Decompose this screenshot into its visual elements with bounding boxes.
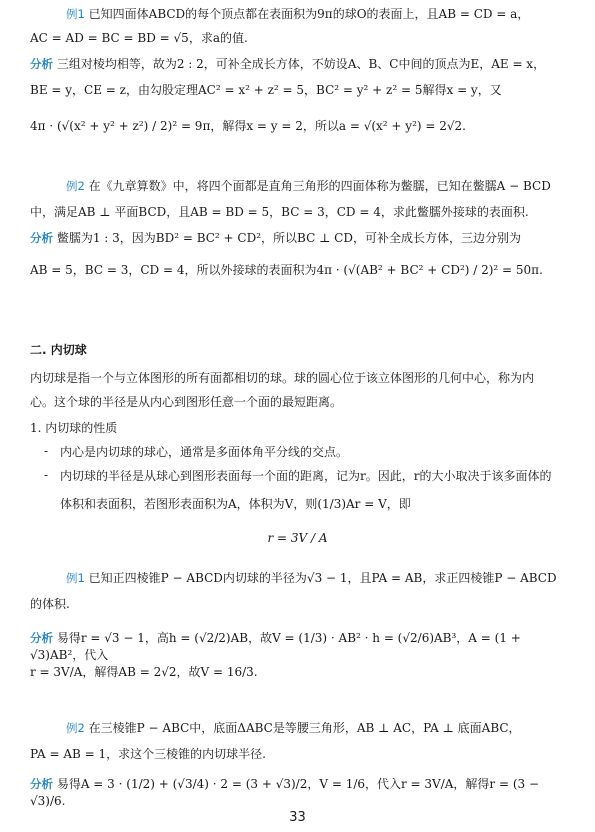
example-text: 在三棱锥P − ABC中，底面ΔABC是等腰三角形，AB ⊥ AC，PA ⊥ 底面ABC， <box>88 721 521 735</box>
bullet-dash: - <box>44 468 49 482</box>
analysis-1-line-3: 4π · (√(x² + y² + z²) / 2)² = 9π，解得x = y = 2，所以a = √(x² + y²) = 2√2. <box>30 119 466 133</box>
example-label: 例1 <box>66 7 85 21</box>
analysis-4-line-1 <box>30 776 570 809</box>
analysis-1-line-2: BE = y，CE = z，由勾股定理AC² = x² + z² = 5，BC² = y² + z² = 5解得x = y，又 <box>30 83 502 97</box>
analysis-text: 易得A = 3 · (1/2) + (√3/4) · 2 = (3 + √3)/2，V = 1/6，代入r = 3V/A，解得r = (3 − √3)/6. <box>30 777 540 808</box>
example-label: 例2 <box>66 179 85 193</box>
example-text: 在《九章算数》中，将四个面都是直角三角形的四面体称为鳖臑，已知在鳖臑A − BCD <box>88 179 551 193</box>
example-3-line-2: 的体积. <box>30 597 70 611</box>
bullet-1: 内心是内切球的球心，通常是多面体角平分线的交点。 <box>60 445 349 459</box>
analysis-text: 易得r = √3 − 1，高h = (√2/2)AB，故V = (1/3) · AB² · h = (√2/6)AB³，A = (1 + √3)AB²，代入 <box>30 631 521 662</box>
analysis-label: 分析 <box>30 231 53 245</box>
analysis-2-line-2: AB = 5，BC = 3，CD = 4，所以外接球的表面积为4π · (√(AB² + BC² + CD²) / 2)² = 50π. <box>30 263 543 277</box>
subsection-title: 1. 内切球的性质 <box>30 421 118 435</box>
analysis-text: 鳖臑为1 : 3，因为BD² = BC² + CD²，所以BC ⊥ CD，可补全成长方体，三边分别为 <box>56 231 521 245</box>
example-3-line-1 <box>66 570 576 587</box>
example-2-line-2: 中，满足AB ⊥ 平面BCD，且AB = BD = 5，BC = 3，CD = 4，求此鳖臑外接球的表面积. <box>30 205 529 219</box>
analysis-text: 三组对棱均相等，故为2 : 2，可补全成长方体，不妨设A、B、C中间的顶点为E，AE = x， <box>56 57 546 71</box>
page-number: 33 <box>289 810 306 825</box>
example-text: 已知四面体ABCD的每个顶点都在表面积为9π的球O的表面上，且AB = CD = a， <box>88 7 530 21</box>
analysis-label: 分析 <box>30 57 53 71</box>
example-text: 已知正四棱锥P − ABCD内切球的半径为√3 − 1，且PA = AB，求正四棱锥P − ABCD <box>88 571 557 585</box>
example-4-line-2: PA = AB = 1，求这个三棱锥的内切球半径. <box>30 747 266 761</box>
section-paragraph-line-1: 内切球是指一个与立体图形的所有面都相切的球。球的圆心位于该立体图形的几何中心，称为内 <box>30 371 535 385</box>
section-paragraph-line-2: 心。这个球的半径是从内心到图形任意一个面的最短距离。 <box>30 395 343 409</box>
example-4-line-1 <box>66 720 576 737</box>
analysis-2-line-1 <box>30 230 570 247</box>
example-label: 例2 <box>66 721 85 735</box>
analysis-3-line-1 <box>30 630 570 663</box>
example-2-line-1 <box>66 178 576 195</box>
analysis-label: 分析 <box>30 631 53 645</box>
example-1-line-1 <box>66 6 576 23</box>
bullet-2-line-2: 体积和表面积，若图形表面积为A，体积为V，则(1/3)Ar = V，即 <box>60 497 411 511</box>
analysis-1-line-1 <box>30 56 570 73</box>
section-title: 二. 内切球 <box>30 343 87 357</box>
bullet-2-line-1: 内切球的半径是从球心到图形表面每一个面的距离，记为r。因此，r的大小取决于该多面体的 <box>60 469 552 483</box>
analysis-label: 分析 <box>30 777 53 791</box>
bullet-dash: - <box>44 444 49 458</box>
example-label: 例1 <box>66 571 85 585</box>
analysis-3-line-2: r = 3V/A，解得AB = 2√2，故V = 16/3. <box>30 665 258 679</box>
inradius-formula: r = 3V / A <box>267 531 328 545</box>
example-1-line-2: AC = AD = BC = BD = √5，求a的值. <box>30 31 248 45</box>
